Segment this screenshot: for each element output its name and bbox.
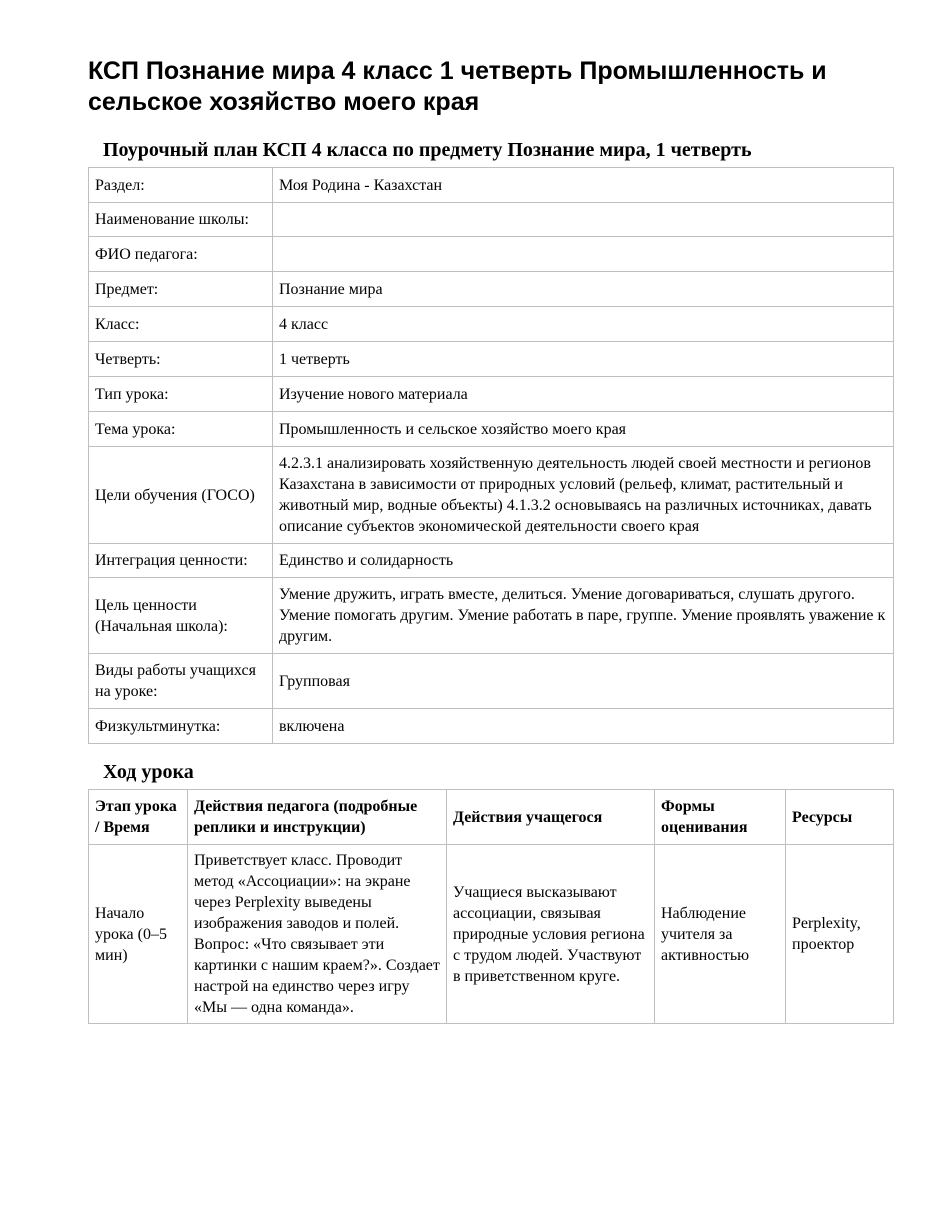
column-header-stage: Этап урока / Время [89,790,188,845]
table-header-row [89,790,894,845]
cell-student: Учащиеся высказывают ассоциации, связывая природные условия региона с трудом людей. Участвуют в приветственном круге. [447,845,655,1024]
info-label: Виды работы учащихся на уроке: [89,654,273,709]
table-row [89,412,894,447]
info-label: Класс: [89,307,273,342]
cell-stage: Начало урока (0–5 мин) [89,845,188,1024]
info-value [273,237,894,272]
info-value: Моя Родина - Казахстан [273,168,894,203]
info-value: 1 четверть [273,342,894,377]
document-title: КСП Познание мира 4 класс 1 четверть Промышленность и сельское хозяйство моего края [88,57,827,116]
info-label: Физкультминутка: [89,709,273,744]
info-value: Познание мира [273,272,894,307]
info-value: Групповая [273,654,894,709]
column-header-teacher: Действия педагога (подробные реплики и инструкции) [188,790,447,845]
cell-assessment: Наблюдение учителя за активностью [655,845,786,1024]
info-value: Промышленность и сельское хозяйство моего края [273,412,894,447]
info-label: Четверть: [89,342,273,377]
table-row [89,845,894,1024]
lesson-flow-table [88,789,894,1024]
info-value: включена [273,709,894,744]
table-row [89,578,894,654]
info-label: Раздел: [89,168,273,203]
lesson-heading: Ход урока [103,761,194,783]
table-row [89,237,894,272]
column-header-resources: Ресурсы [786,790,894,845]
plan-heading: Поурочный план КСП 4 класса по предмету Познание мира, 1 четверть [103,139,752,161]
table-row [89,544,894,578]
info-value: Единство и солидарность [273,544,894,578]
info-label: Предмет: [89,272,273,307]
info-value: Умение дружить, играть вместе, делиться. Умение договариваться, слушать другого. Умение помогать другим. Умение работать в паре, группе. Умение проявлять уважение к другим. [273,578,894,654]
lesson-info-table [88,167,894,744]
info-label: Интеграция ценности: [89,544,273,578]
info-label: Тема урока: [89,412,273,447]
info-value: 4 класс [273,307,894,342]
document-page [88,56,893,1024]
info-value [273,203,894,237]
table-row [89,447,894,544]
info-label: Наименование школы: [89,203,273,237]
cell-resources: Perplexity, проектор [786,845,894,1024]
table-row [89,307,894,342]
info-value: 4.2.3.1 анализировать хозяйственную деятельность людей своей местности и регионов Казахстана в зависимости от природных условий (рельеф, климат, растительный и животный мир, водные объекты) 4.1.3.2 основываясь на различных источниках, давать описание субъектов экономической деятельности своего края [273,447,894,544]
column-header-assessment: Формы оценивания [655,790,786,845]
table-row [89,272,894,307]
table-row [89,168,894,203]
table-row [89,203,894,237]
table-row [89,709,894,744]
info-label: Цель ценности (Начальная школа): [89,578,273,654]
column-header-student: Действия учащегося [447,790,655,845]
info-label: ФИО педагога: [89,237,273,272]
table-row [89,342,894,377]
info-label: Тип урока: [89,377,273,412]
table-row [89,377,894,412]
info-value: Изучение нового материала [273,377,894,412]
cell-teacher: Приветствует класс. Проводит метод «Ассоциации»: на экране через Perplexity выведены изображения заводов и полей. Вопрос: «Что связывает эти картинки с нашим краем?». Создает настрой на единство через игру «Мы — одна команда». [188,845,447,1024]
info-label: Цели обучения (ГОСО) [89,447,273,544]
table-row [89,654,894,709]
